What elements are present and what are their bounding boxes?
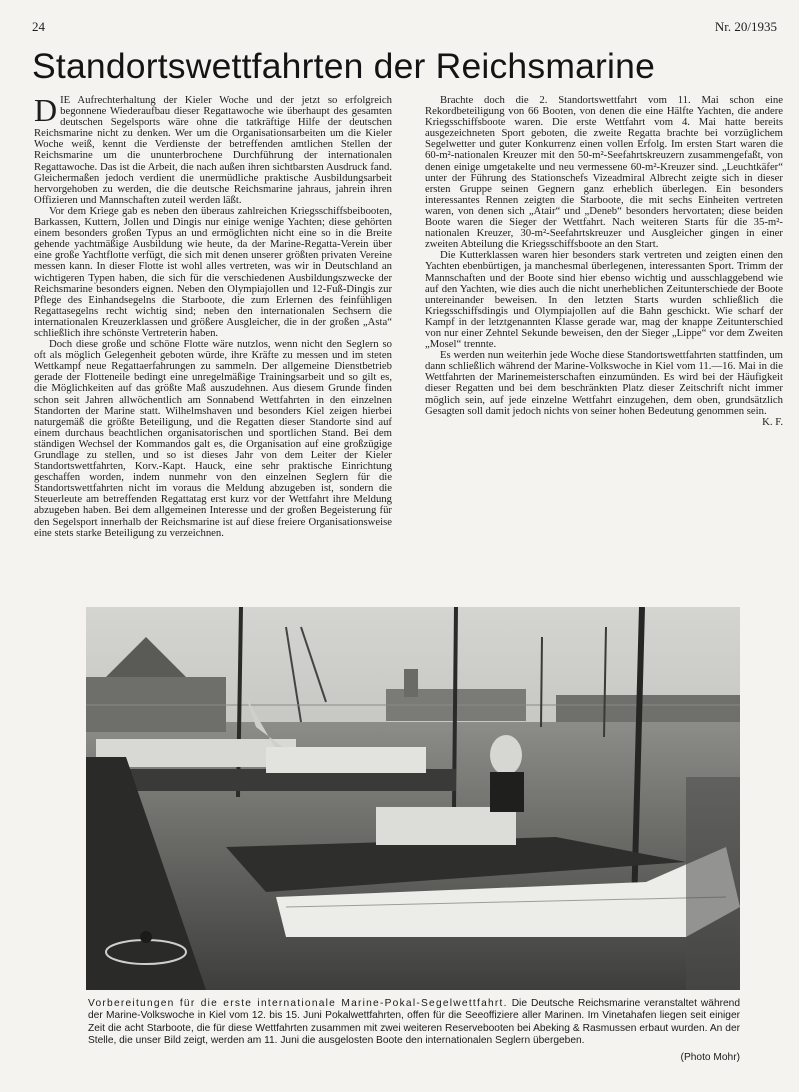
issue-number: Nr. 20/1935 (714, 19, 777, 34)
photo-credit: (Photo Mohr) (680, 1051, 740, 1063)
article-paragraph: Brachte doch die 2. Standortswettfahrt vom 11. Mai schon eine Rekordbeteiligung von 66 Booten, von denen die eine Hälfte Yachten, die andere Kriegsschiffsboote waren. Die erste Wettfahrt vom 4. Mai hatte bereits ausgezeichneten Sport geboten, die zweite Regatta brachte bei vorzüglichem Segelwetter und guter Konkurrenz einen vollen Erfolg. Im ersten Start waren die 60-m²-nationalen Kreuzer mit den 50-m²-Seefahrtskreuzern zusammengefaßt, von denen einige umgetakelte und neu vermessene 60-m²-Kreuzer sind. „Leuchtkäfer“ unter der Führung des Stationschefs Vizeadmiral Albrecht zeigte sich in dieser ersten Gruppe seinen Gegnern ganz erheblich überlegen. Ein besonders interessantes Rennen zeigten die Starboote, die mit sechs Einheiten vertreten waren, von denen sich „Atair“ und „Deneb“ besonders hervortaten; diese beiden Boote waren die Sieger der Wettfahrt. Nach weiteren Starts für die 35-m²-nationalen Kreuzer, 30-m²-Seefahrtskreuzer und Ausgleicher gingen in einer zweiten Abteilung die Kriegsschiffsboote an den Start. (425, 95, 783, 251)
article-paragraph: Die Kutterklassen waren hier besonders stark vertreten und zeigten einen den Yachten ebenbürtigen, ja manchesmal überlegenen, interessanten Sport. Trimm der Mannschaften und der Boote sind hier ebenso wichtig und ausschlaggebend wie auf den Yachten, wie dies auch die nicht unerheblichen Zeitunterschiede der Boote untereinander beweisen. In den letzten Starts wurden schließlich die Kriegsschiffsdingis und Olympiajollen auf die Bahn geschickt. Wie scharf der Kampf in der letztgenannten Klasse gerade war, mag der knappe Zeitunterschied von nur einer Zehntel Sekunde beweisen, den der Sieger „Lippe“ vor dem Zweiten „Mosel“ trennte. (425, 249, 783, 351)
caption-lead: Vorbereitungen für die erste internationale Marine-Pokal-Segelwettfahrt. (88, 998, 508, 1009)
article-paragraph: Doch diese große und schöne Flotte wäre nutzlos, wenn nicht den Seglern so oft als möglich Gelegenheit geboten würde, ihre Kräfte zu messen und im steten Wettkampf neue Regattaerfahrungen zu sammeln. Der allgemeine Dienstbetrieb gerade der Flotteneile bedingt eine unregelmäßige Trainingsarbeit und so gilt es, die Möglichkeiten auf das größte Maß auszudehnen. Aus diesem Grunde finden schon seit Jahren allwöchentlich am Sonnabend Wettfahrten in den einzelnen Standorten der Marine statt. Wilhelmshaven und besonders Kiel zeigen hierbei naturgemäß die größte Beteiligung, und die Regatten dieser Standorte sind auf einem durchaus beachtlichen organisatorischen und sportlichen Stand. Bei dem ständigen Wechsel der Kommandos galt es, die Organisation auf eine großzügige Grundlage zu stellen, und so ist dieses Jahr von dem Leiter der Kieler Standortswettfahrten, Korv.-Kapt. Hauck, eine sehr praktische Einrichtung geschaffen worden, indem nunmehr von den einzelnen Seglern für die Standortswettfahrten nicht im voraus die Meldung abzugeben ist, sondern die Steuerleute am betreffenden Regattatag erst kurz vor der Wettfahrt ihre Meldung abzugeben haben. Bei dem allgemeinen Interesse und der großen Begeisterung für den Segelsport innerhalb der Reichsmarine ist auf diese freiere Organisationsweise eine stets starke Beteiligung zu verzeichnen. (34, 338, 392, 539)
article-paragraph: DIE Aufrechterhaltung der Kieler Woche und der jetzt so erfolgreich begonnene Wiederaufbau dieser Regattawoche wie überhaupt des gesamten deutschen Segelsports wäre ohne die tatkräftige Hilfe der deutschen Reichsmarine nicht zu denken. Wer um die Organisationsarbeiten um die Kieler Woche weiß, kennt die Verdienste der betreffenden amtlichen Stellen der Reichsmarine um die ununterbrochene Durchführung der internationalen Regattawoche. Das ist die Arbeit, die nach außen ihren sichtbarsten Ausdruck fand. Gleichermaßen jedoch verdient die unermüdliche praktische Ausbildungsarbeit hervorgehoben zu werden, die die deutsche Reichsmarine jahraus, jahrein ihren Offizieren und Mannschaften zuteil werden läßt. (34, 95, 392, 206)
article-column-right (425, 95, 783, 600)
author-signature: K. F. (762, 415, 783, 428)
article-title: Standortswettfahrten der Reichsmarine (32, 46, 656, 86)
drop-cap: D (34, 95, 58, 128)
article-paragraph: Vor dem Kriege gab es neben den überaus zahlreichen Kriegsschiffsbeibooten, Barkassen, Kuttern, Jollen und Dingis nur einige wenige Yachten; diese gehörten einem besonders großen Typus an und ermöglichten nicht eine so in die Breite gehende yachtmäßige Ausbildung wie heute, da der Marine-Regatta-Verein über eine große Yachtflotte verfügt, die sich mit denen unserer größten privaten Vereine messen kann. In dieser Flotte ist wohl alles vertreten, was wir in Deutschland an wichtigeren Typen haben, die sich für die verschiedenen Ausbildungszwecke der Reichsmarine besonders eignen. Neben den Olympiajollen und 12-Fuß-Dingis zur Pflege des Einhandsegelns die Starboote, die zum Erlernen des feinfühligen Regattasegelns recht wichtig sind; neben den internationalen Sechsern die internationalen Kreuzerklassen und größere Ausgleicher, die in der großen „Asta“ schließlich ihre schönste Vertreterin haben. (34, 204, 392, 339)
harbor-photo (86, 607, 740, 990)
article-column-left (34, 95, 392, 600)
photo-caption (88, 998, 740, 1064)
page-number: 24 (32, 19, 45, 34)
article-paragraph: Es werden nun weiterhin jede Woche diese Standortswettfahrten stattfinden, um dann schließlich während der Marine-Volkswoche in Kiel vom 11.—16. Mai in die Wettfahrten der Marinemeisterschaften einzumünden. Es wird bei der Häufigkeit dieser Regatten und bei dem beschränkten Platz dieser Zeitschrift nicht immer möglich sein, auf jede einzelne Wettfahrt einzugehen, dem oben, grundsätzlich Gesagten soll damit jedoch nichts von seiner hohen Bedeutung genommen sein. (425, 349, 783, 417)
sailboats-harbor-photo-icon (86, 607, 740, 990)
caption-text: Die Deutsche Reichsmarine veranstaltet während der Marine-Volkswoche in Kiel vom 12. bis 15. Juni Pokalwettfahrten, offen für die Seeoffiziere aller Marinen. Im Vinetahafen liegen seit einiger Zeit die acht Starboote, die für diese Wettfahrten zusammen mit zwei weiteren Reservebooten bei Abeking & Rasmussen erbaut wurden. An der Stelle, die unser Bild zeigt, werden am 11. Juni die ausgelosten Boote den internationalen Seglern übergeben. (88, 998, 740, 1046)
